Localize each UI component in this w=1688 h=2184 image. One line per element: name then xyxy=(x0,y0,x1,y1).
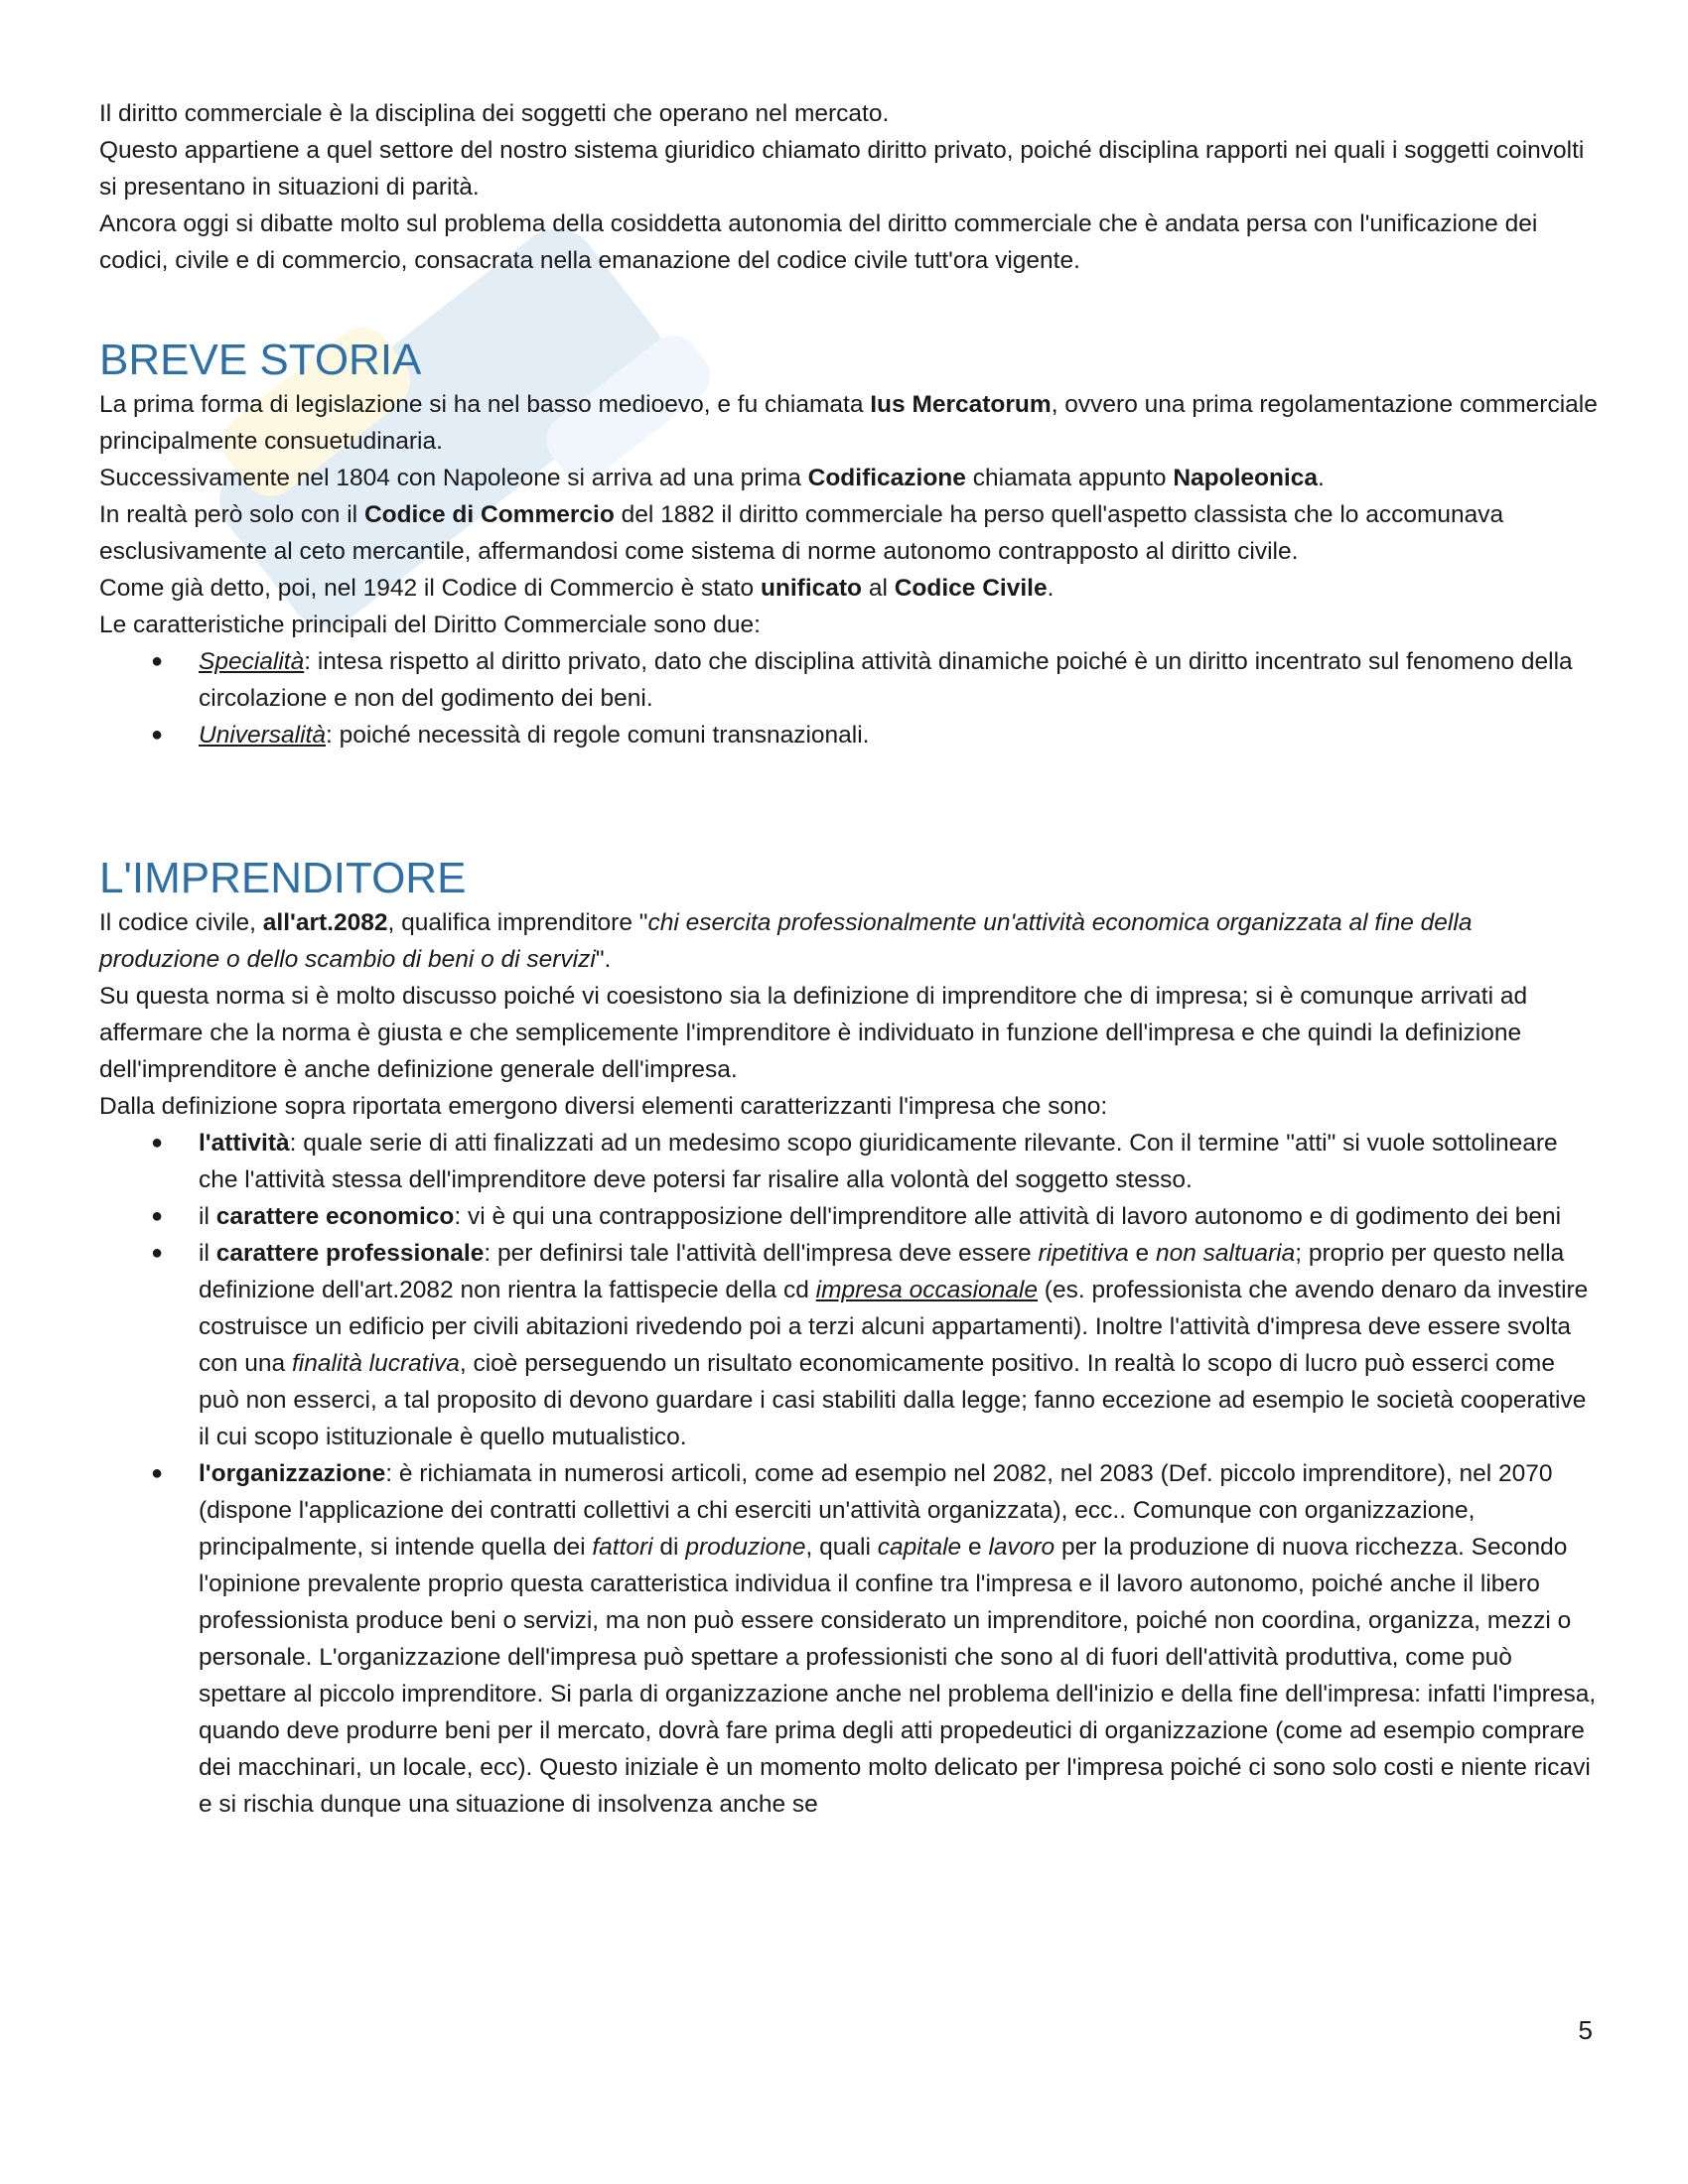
bullet-icon: ● xyxy=(151,1462,164,1484)
document-page xyxy=(99,95,1599,1823)
bold-term: Ius Mercatorum xyxy=(870,391,1052,418)
paragraph: Come già detto, poi, nel 1942 il Codice di Commercio è stato unificato al Codice Civile. xyxy=(99,575,1055,602)
bullet-icon: ● xyxy=(151,724,164,746)
intro-line: Ancora oggi si dibatte molto sul problema della cosiddetta autonomia del diritto commerciale che è andata persa con l'unificazione dei codici, civile e di commercio, consacrata nella emanazione del codice civile tutt'ora vigente. xyxy=(99,210,1538,274)
paragraph: Le caratteristiche principali del Diritto Commerciale sono due: xyxy=(99,612,761,638)
bullet-icon: ● xyxy=(151,1132,164,1154)
intro-section xyxy=(99,95,1599,279)
bold-term: Codice di Commercio xyxy=(363,501,615,528)
section-heading-breve-storia: BREVE STORIA xyxy=(99,336,422,384)
paragraph: Su questa norma si è molto discusso poiché vi coesistono sia la definizione di imprenditore che di impresa; si è comunque arrivati ad affermare che la norma è giusta e che semplicemente l'imprenditore è individuato in funzione dell'impresa e che quindi la definizione dell'imprenditore è anche definizione generale dell'impresa. xyxy=(99,983,1528,1083)
underlined-term: impresa occasionale xyxy=(815,1277,1038,1303)
list-item: ● l'organizzazione: è richiamata in numerosi articoli, come ad esempio nel 2082, nel 2083 (Def. piccolo imprenditore), nel 2070 (dispone l'applicazione dei contratti collettivi a chi eserciti un'attività organizzata), ecc.. Comunque con organizzazione, principalmente, si intende quella dei fattori di produzione, quali capitale e lavoro per la produzione di nuova ricchezza. Secondo l'opinione prevalente proprio questa caratteristica individua il confine tra l'impresa e il lavoro autonomo, poiché anche il libero professionista produce beni o servizi, ma non può essere considerato un imprenditore, poiché non coordina, organizza, mezzi o personale. L'organizzazione dell'impresa può spettare a professionisti che sono al di fuori dell'attività produttiva, come può spettare al piccolo imprenditore. Si parla di organizzazione anche nel problema dell'inizio e della fine dell'impresa: infatti l'impresa, quando deve produrre beni per il mercato, dovrà fare prima degli atti propedeutici di organizzazione (come ad esempio comprare dei macchinari, un locale, ecc). Questo iniziale è un momento molto delicato per l'impresa poiché ci sono solo costi e niente ricavi e si rischia dunque una situazione di insolvenza anche se xyxy=(99,1455,1599,1823)
list-item: ● il carattere economico: vi è qui una contrapposizione dell'imprenditore alle attività di lavoro autonomo e di godimento dei beni xyxy=(99,1198,1599,1235)
bold-term: carattere professionale xyxy=(215,1240,485,1267)
underlined-term: Specialità xyxy=(199,648,305,675)
bold-term: Codice Civile xyxy=(894,575,1048,602)
paragraph: Dalla definizione sopra riportata emergono diversi elementi caratterizzanti l'impresa che sono: xyxy=(99,1093,1108,1120)
underlined-term: Universalità xyxy=(199,722,326,749)
list-item: ● Specialità: intesa rispetto al diritto privato, dato che disciplina attività dinamiche poiché è un diritto incentrato sul fenomeno della circolazione e non del godimento dei beni. xyxy=(99,643,1599,717)
intro-line: Questo appartiene a quel settore del nostro sistema giuridico chiamato diritto privato, poiché disciplina rapporti nei quali i soggetti coinvolti si presentano in situazioni di parità. xyxy=(99,137,1585,201)
list-item: ● il carattere professionale: per definirsi tale l'attività dell'impresa deve essere ripetitiva e non saltuaria; proprio per questo nella definizione dell'art.2082 non rientra la fattispecie della cd impresa occasionale (es. professionista che avendo denaro da investire costruisce un edificio per civili abitazioni rivedendo poi a terzi alcuni appartamenti). Inoltre l'attività d'impresa deve essere svolta con una finalità lucrativa, cioè perseguendo un risultato economicamente positivo. In realtà lo scopo di lucro può esserci come può non esserci, a tal proposito di devono guardare i casi stabiliti dalla legge; fanno eccezione ad esempio le società cooperative il cui scopo istituzionale è quello mutualistico. xyxy=(99,1235,1599,1455)
page-number: 5 xyxy=(1578,2015,1593,2045)
italic-quote: chi esercita professionalmente un'attività economica organizzata al fine della produzione o dello scambio di beni o di servizi xyxy=(99,909,1473,973)
bold-term: Napoleonica xyxy=(1173,465,1318,491)
paragraph: La prima forma di legislazione si ha nel basso medioevo, e fu chiamata Ius Mercatorum, ovvero una prima regolamentazione commerciale principalmente consuetudinaria. xyxy=(99,391,1598,455)
bold-term: unificato xyxy=(760,575,863,602)
bold-term: Codificazione xyxy=(807,465,966,491)
bold-term: carattere economico xyxy=(215,1203,455,1230)
list-item: ● l'attività: quale serie di atti finalizzati ad un medesimo scopo giuridicamente rilevante. Con il termine "atti" si vuole sottolineare che l'attività stessa dell'imprenditore deve potersi far risalire alla volontà del soggetto stesso. xyxy=(99,1125,1599,1198)
paragraph: Successivamente nel 1804 con Napoleone si arriva ad una prima Codificazione chiamata appunto Napoleonica. xyxy=(99,465,1325,491)
paragraph: In realtà però solo con il Codice di Commercio del 1882 il diritto commerciale ha perso quell'aspetto classista che lo accomunava esclusivamente al ceto mercantile, affermandosi come sistema di norme autonomo contrapposto al diritto civile. xyxy=(99,501,1504,565)
bold-term: l'attività xyxy=(199,1130,290,1157)
list-item: ● Universalità: poiché necessità di regole comuni transnazionali. xyxy=(99,717,1599,753)
characteristics-list xyxy=(99,643,1599,753)
paragraph: Il codice civile, all'art.2082, qualifica imprenditore "chi esercita professionalmente un'attività economica organizzata al fine della produzione o dello scambio di beni o di servizi". xyxy=(99,909,1473,973)
intro-line: Il diritto commerciale è la disciplina dei soggetti che operano nel mercato. xyxy=(99,100,890,127)
bold-term: l'organizzazione xyxy=(199,1460,386,1487)
section-heading-imprenditore: L'IMPRENDITORE xyxy=(99,854,467,902)
bullet-icon: ● xyxy=(151,1242,164,1264)
bullet-icon: ● xyxy=(151,1205,164,1227)
elements-list xyxy=(99,1125,1599,1823)
bullet-icon: ● xyxy=(151,650,164,672)
bold-term: all'art.2082 xyxy=(262,909,388,936)
